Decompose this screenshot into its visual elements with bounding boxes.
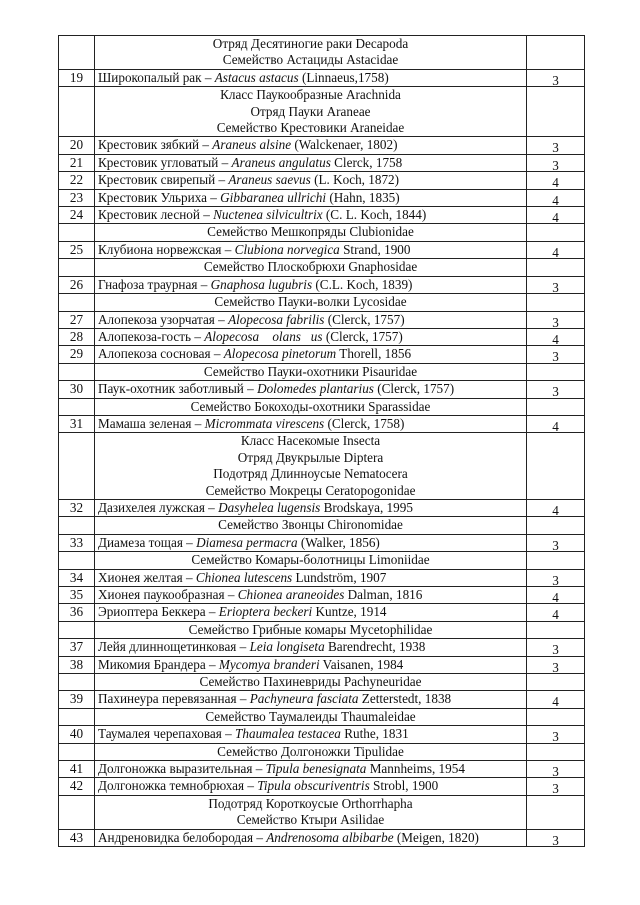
species-latin-name: Chionea lutescens: [195, 569, 293, 585]
category-value: 3: [552, 140, 559, 155]
row-number: 31: [59, 415, 95, 432]
row-number: 30: [59, 381, 95, 398]
species-row: [59, 761, 585, 778]
taxon-header-line: Отряд Двукрылые Diptera: [237, 449, 384, 465]
species-name-cell: [95, 778, 527, 795]
species-name-cell: [95, 137, 527, 154]
category-cell: [527, 743, 585, 760]
taxon-header-row: [59, 795, 585, 829]
species-russian-name: Эриоптера Беккера –: [98, 604, 219, 620]
category-cell: [527, 761, 585, 778]
row-number: 25: [59, 241, 95, 258]
category-cell: [527, 294, 585, 311]
species-author: Zetterstedt, 1838: [358, 691, 452, 707]
species-name-cell: [95, 604, 527, 621]
species-russian-name: Паук-охотник заботливый –: [98, 381, 258, 397]
species-table-body: [59, 36, 585, 847]
row-number: 41: [59, 761, 95, 778]
species-name-cell: [95, 726, 527, 743]
category-cell: [527, 795, 585, 829]
species-row: [59, 534, 585, 551]
species-russian-name: Алопекоза-гость –: [98, 328, 205, 344]
row-number-cell: [59, 517, 95, 534]
species-latin-name: Micrommata virescens: [204, 415, 325, 431]
taxon-header-row: [59, 708, 585, 725]
species-name-cell: [95, 499, 527, 516]
row-number-cell: [59, 552, 95, 569]
species-row: [59, 587, 585, 604]
category-value: 3: [552, 349, 559, 364]
species-latin-name: Clubiona norvegica: [234, 241, 340, 257]
species-name-cell: [95, 691, 527, 708]
taxon-header-line: Семейство Грибные комары Mycetophilidae: [188, 621, 433, 637]
category-cell: [527, 172, 585, 189]
species-latin-name: Gnaphosa lugubris: [210, 276, 313, 292]
species-row: [59, 69, 585, 86]
row-number: 38: [59, 656, 95, 673]
species-author: Kuntze, 1914: [312, 604, 387, 620]
category-cell: [527, 778, 585, 795]
taxon-header-row: [59, 36, 585, 70]
species-author: Lundström, 1907: [292, 569, 387, 585]
species-russian-name: Крестовик угловатый –: [98, 154, 232, 170]
species-name-cell: [95, 69, 527, 86]
taxon-header-line: Семейство Пауки-охотники Pisauridae: [203, 363, 418, 379]
row-number: 32: [59, 499, 95, 516]
species-author: Strobl, 1900: [369, 778, 439, 794]
category-value: 3: [552, 384, 559, 399]
taxon-header-cell: [95, 224, 527, 241]
category-value: 3: [552, 157, 559, 172]
row-number: 26: [59, 276, 95, 293]
taxon-header-row: [59, 294, 585, 311]
species-name-cell: [95, 241, 527, 258]
species-russian-name: Хионея паукообразная –: [98, 587, 238, 602]
taxon-header-line: Отряд Пауки Araneae: [250, 103, 371, 119]
row-number-cell: [59, 36, 95, 70]
row-number-cell: [59, 294, 95, 311]
species-latin-name: Tipula benesignata: [265, 761, 367, 777]
taxon-header-row: [59, 743, 585, 760]
species-row: [59, 207, 585, 224]
category-cell: [527, 517, 585, 534]
species-author: Vaisanen, 1984: [319, 656, 404, 672]
category-cell: [527, 552, 585, 569]
category-cell: [527, 87, 585, 137]
row-number-cell: [59, 363, 95, 380]
species-row: [59, 276, 585, 293]
category-cell: [527, 189, 585, 206]
taxon-header-line: Подотряд Короткоусые Orthorrhapha: [208, 795, 413, 811]
species-russian-name: Лейя длиннощетинковая –: [98, 639, 250, 655]
species-name-cell: [95, 656, 527, 673]
taxon-header-line: Семейство Бокоходы-охотники Sparassidae: [190, 398, 431, 414]
taxon-header-line: Класс Насекомые Insecta: [240, 433, 381, 449]
species-latin-name: Tipula obscuriventris: [257, 778, 370, 794]
row-number-cell: [59, 674, 95, 691]
taxon-header-line: Подотряд Длинноусые Nematocera: [213, 466, 408, 482]
species-russian-name: Крестовик зябкий –: [98, 137, 213, 153]
row-number: 19: [59, 69, 95, 86]
category-cell: [527, 708, 585, 725]
row-number: 43: [59, 829, 95, 846]
species-name-cell: [95, 172, 527, 189]
species-name-cell: [95, 381, 527, 398]
species-row: [59, 241, 585, 258]
species-author: (C.L. Koch, 1839): [312, 276, 413, 292]
taxon-header-line: Семейство Ктыри Asilidae: [236, 812, 385, 828]
species-row: [59, 829, 585, 846]
species-row: [59, 726, 585, 743]
category-value: 4: [552, 244, 559, 259]
category-cell: [527, 398, 585, 415]
species-latin-name: Dolomedes plantarius: [257, 381, 374, 397]
category-cell: [527, 604, 585, 621]
species-row: [59, 381, 585, 398]
category-cell: [527, 137, 585, 154]
category-cell: [527, 328, 585, 345]
species-author: (Linnaeus,1758): [298, 69, 389, 85]
species-russian-name: Долгоножка темнобрюхая –: [98, 778, 258, 794]
species-row: [59, 346, 585, 363]
species-author: (Clerck, 1757): [324, 311, 405, 327]
species-author: Barendrecht, 1938: [324, 639, 426, 655]
category-cell: [527, 363, 585, 380]
taxon-header-line: Семейство Крестовики Araneidae: [216, 120, 405, 136]
category-value: 4: [552, 590, 559, 604]
species-latin-name: Erioptera beckeri: [218, 604, 313, 620]
species-row: [59, 137, 585, 154]
taxon-header-cell: [95, 36, 527, 70]
category-value: 3: [552, 642, 559, 657]
species-latin-name: Pachyneura fasciata: [249, 691, 359, 707]
row-number-cell: [59, 87, 95, 137]
species-russian-name: Таумалея черепаховая –: [98, 726, 236, 742]
species-row: [59, 656, 585, 673]
taxon-header-row: [59, 674, 585, 691]
species-russian-name: Хионея желтая –: [98, 569, 196, 585]
taxon-header-line: Семейство Звонцы Chironomidae: [218, 517, 403, 533]
row-number: 35: [59, 587, 95, 604]
taxon-header-cell: [95, 795, 527, 829]
row-number: 21: [59, 154, 95, 171]
taxon-header-line: Семейство Таумалеиды Thaumaleidae: [205, 708, 416, 724]
species-russian-name: Диамеза тощая –: [98, 534, 197, 550]
category-cell: [527, 639, 585, 656]
row-number: 33: [59, 534, 95, 551]
taxon-header-line: Семейство Комары-болотницы Limoniidae: [191, 552, 430, 568]
taxon-header-row: [59, 621, 585, 638]
taxon-header-row: [59, 363, 585, 380]
category-cell: [527, 587, 585, 604]
taxon-header-cell: [95, 552, 527, 569]
category-value: 4: [552, 607, 559, 622]
species-latin-name: Chionea araneoides: [237, 587, 345, 602]
taxon-header-cell: [95, 433, 527, 500]
species-latin-name: Alopecosa olans us: [204, 328, 323, 344]
species-author: (Hahn, 1835): [326, 189, 400, 205]
category-cell: [527, 691, 585, 708]
species-latin-name: Mycomya branderi: [218, 656, 320, 672]
taxon-header-cell: [95, 363, 527, 380]
species-author: (Walckenaer, 1802): [291, 137, 398, 153]
species-author: (Clerck, 1757): [322, 328, 403, 344]
taxon-header-cell: [95, 708, 527, 725]
category-value: 4: [552, 192, 559, 207]
species-row: [59, 569, 585, 586]
species-russian-name: Алопекоза сосновая –: [98, 346, 224, 362]
taxon-header-row: [59, 398, 585, 415]
category-cell: [527, 241, 585, 258]
category-cell: [527, 69, 585, 86]
species-russian-name: Мамаша зеленая –: [98, 415, 205, 431]
row-number: 22: [59, 172, 95, 189]
row-number-cell: [59, 224, 95, 241]
category-cell: [527, 499, 585, 516]
species-name-cell: [95, 154, 527, 171]
species-russian-name: Гнафоза траурная –: [98, 276, 211, 292]
species-name-cell: [95, 761, 527, 778]
species-name-cell: [95, 346, 527, 363]
taxon-header-line: Семейство Астациды Astacidae: [222, 52, 399, 68]
species-russian-name: Клубиона норвежская –: [98, 241, 235, 257]
species-name-cell: [95, 829, 527, 846]
category-value: 4: [552, 210, 559, 224]
species-russian-name: Долгоножка выразительная –: [98, 761, 266, 777]
taxon-header-cell: [95, 743, 527, 760]
taxon-header-line: Семейство Мешкопряды Clubionidae: [207, 224, 414, 240]
species-latin-name: Dasyhelea lugensis: [218, 499, 321, 515]
category-value: 3: [552, 832, 559, 847]
category-cell: [527, 36, 585, 70]
category-cell: [527, 346, 585, 363]
species-latin-name: Araneus angulatus: [231, 154, 331, 170]
row-number: 24: [59, 207, 95, 224]
taxon-header-cell: [95, 294, 527, 311]
species-author: (Meigen, 1820): [393, 829, 479, 845]
species-row: [59, 172, 585, 189]
row-number-cell: [59, 708, 95, 725]
species-latin-name: Diamesa permacra: [196, 534, 298, 550]
category-value: 4: [552, 418, 559, 433]
category-value: 4: [552, 502, 559, 517]
taxon-header-row: [59, 224, 585, 241]
category-value: 3: [552, 72, 559, 87]
category-cell: [527, 569, 585, 586]
taxon-header-line: Класс Паукообразные Arachnida: [220, 87, 401, 103]
species-row: [59, 311, 585, 328]
category-value: 3: [552, 764, 559, 778]
species-russian-name: Крестовик Ульриха –: [98, 189, 221, 205]
species-name-cell: [95, 569, 527, 586]
taxon-header-row: [59, 259, 585, 276]
category-cell: [527, 656, 585, 673]
species-name-cell: [95, 328, 527, 345]
taxon-header-line: Отряд Десятиногие раки Decapoda: [212, 36, 409, 51]
taxon-header-line: Семейство Плоскобрюхи Gnaphosidae: [203, 259, 418, 275]
species-latin-name: Alopecosa pinetorum: [223, 346, 337, 362]
row-number: 29: [59, 346, 95, 363]
taxon-header-cell: [95, 398, 527, 415]
row-number-cell: [59, 398, 95, 415]
species-name-cell: [95, 207, 527, 224]
category-cell: [527, 726, 585, 743]
species-author: (C. L. Koch, 1844): [322, 207, 427, 223]
species-latin-name: Leia longiseta: [249, 639, 325, 655]
species-name-cell: [95, 587, 527, 604]
category-cell: [527, 224, 585, 241]
species-author: Thorell, 1856: [336, 346, 412, 362]
row-number: 37: [59, 639, 95, 656]
species-name-cell: [95, 534, 527, 551]
row-number-cell: [59, 259, 95, 276]
species-author: (Walker, 1856): [297, 534, 380, 550]
species-author: Ruthe, 1831: [340, 726, 409, 742]
species-row: [59, 189, 585, 206]
row-number-cell: [59, 795, 95, 829]
species-russian-name: Алопекоза узорчатая –: [98, 311, 229, 327]
species-russian-name: Пахинеура перевязанная –: [98, 691, 250, 707]
category-value: 3: [552, 572, 559, 587]
category-value: 4: [552, 331, 559, 346]
species-name-cell: [95, 189, 527, 206]
row-number-cell: [59, 743, 95, 760]
species-name-cell: [95, 311, 527, 328]
category-value: 4: [552, 175, 559, 190]
row-number: 40: [59, 726, 95, 743]
category-value: 3: [552, 537, 559, 552]
species-latin-name: Astacus astacus: [214, 69, 299, 85]
category-value: 3: [552, 659, 559, 674]
category-cell: [527, 415, 585, 432]
row-number: 34: [59, 569, 95, 586]
species-name-cell: [95, 415, 527, 432]
category-cell: [527, 621, 585, 638]
species-author: Dalman, 1816: [344, 587, 423, 602]
taxon-header-cell: [95, 621, 527, 638]
category-cell: [527, 674, 585, 691]
category-value: 3: [552, 729, 559, 744]
row-number-cell: [59, 433, 95, 500]
category-cell: [527, 207, 585, 224]
category-cell: [527, 276, 585, 293]
taxon-header-line: Семейство Мокрецы Ceratopogonidae: [205, 482, 416, 498]
taxon-header-row: [59, 433, 585, 500]
species-russian-name: Дазихелея лужская –: [98, 499, 219, 515]
species-author: Clerck, 1758: [330, 154, 403, 170]
species-author: Strand, 1900: [339, 241, 411, 257]
species-russian-name: Крестовик лесной –: [98, 207, 214, 223]
taxon-header-cell: [95, 259, 527, 276]
species-russian-name: Широкопалый рак –: [98, 69, 215, 85]
taxon-header-row: [59, 87, 585, 137]
species-row: [59, 415, 585, 432]
species-row: [59, 499, 585, 516]
row-number: 36: [59, 604, 95, 621]
taxon-header-line: Семейство Пауки-волки Lycosidae: [214, 294, 407, 310]
category-cell: [527, 381, 585, 398]
category-value: 3: [552, 781, 559, 796]
category-cell: [527, 433, 585, 500]
species-name-cell: [95, 639, 527, 656]
category-cell: [527, 534, 585, 551]
species-latin-name: Araneus saevus: [228, 172, 311, 188]
taxon-header-cell: [95, 674, 527, 691]
species-latin-name: Gibbaranea ullrichi: [220, 189, 327, 205]
row-number-cell: [59, 621, 95, 638]
species-author: (Clerck, 1758): [324, 415, 405, 431]
species-name-cell: [95, 276, 527, 293]
species-author: (L. Koch, 1872): [310, 172, 400, 188]
taxon-header-row: [59, 552, 585, 569]
row-number: 39: [59, 691, 95, 708]
species-author: Brodskaya, 1995: [320, 499, 413, 515]
category-cell: [527, 311, 585, 328]
taxon-header-row: [59, 517, 585, 534]
taxon-header-cell: [95, 517, 527, 534]
category-value: 3: [552, 314, 559, 329]
species-latin-name: Nuctenea silvicultrix: [213, 207, 323, 223]
category-value: 4: [552, 694, 559, 709]
species-latin-name: Araneus alsine: [212, 137, 292, 153]
species-row: [59, 639, 585, 656]
taxon-header-line: Семейство Пахиневриды Pachyneuridae: [199, 674, 422, 690]
species-russian-name: Крестовик свирепый –: [98, 172, 229, 188]
species-latin-name: Thaumalea testacea: [235, 726, 341, 742]
taxon-header-cell: [95, 87, 527, 137]
row-number: 27: [59, 311, 95, 328]
species-author: (Clerck, 1757): [373, 381, 455, 397]
species-row: [59, 328, 585, 345]
row-number: 23: [59, 189, 95, 206]
category-cell: [527, 829, 585, 846]
species-latin-name: Andrenosoma albibarbe: [266, 829, 394, 845]
category-cell: [527, 154, 585, 171]
species-author: Mannheims, 1954: [366, 761, 465, 777]
taxon-header-line: Семейство Долгоножки Tipulidae: [217, 743, 404, 759]
category-value: 3: [552, 279, 559, 294]
species-table: [58, 35, 585, 847]
category-cell: [527, 259, 585, 276]
species-row: [59, 604, 585, 621]
species-russian-name: Андреновидка белобородая –: [98, 829, 267, 845]
species-russian-name: Микомия Брандера –: [98, 656, 219, 672]
species-latin-name: Alopecosa fabrilis: [228, 311, 325, 327]
species-row: [59, 691, 585, 708]
row-number: 28: [59, 328, 95, 345]
row-number: 20: [59, 137, 95, 154]
species-row: [59, 154, 585, 171]
row-number: 42: [59, 778, 95, 795]
species-row: [59, 778, 585, 795]
